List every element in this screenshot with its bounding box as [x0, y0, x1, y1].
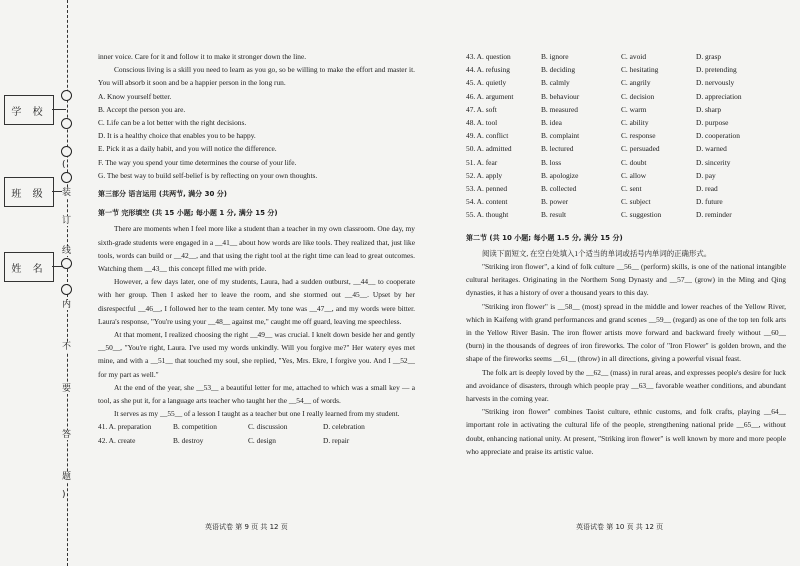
answer-choice: C. sent: [621, 184, 642, 194]
answer-choice: 41. A. preparation: [98, 422, 152, 432]
binding-char: (: [62, 160, 66, 170]
binding-char: ): [62, 490, 66, 500]
school-label: 学 校: [11, 106, 47, 118]
cloze-answer-table: [466, 50, 786, 222]
option-c: C. Life can be a lot better with the right decisions.: [98, 118, 247, 128]
option-b: B. Accept the person you are.: [98, 104, 186, 114]
school-field[interactable]: [4, 95, 54, 125]
answer-row: [466, 63, 786, 76]
answer-choice: D. read: [696, 184, 718, 194]
answer-choice: D. appreciation: [696, 91, 742, 101]
answer-choice: 42. A. create: [98, 435, 136, 445]
binding-ring: [61, 118, 72, 129]
binding-char: 装: [62, 188, 72, 198]
answer-choice: B. competition: [173, 422, 217, 432]
answer-choice: D. pay: [696, 170, 716, 180]
answer-choice: 54. A. content: [466, 197, 508, 207]
binding-char: 要: [62, 384, 72, 394]
cloze-paragraph: However, a few days later, one of my students, Laura, had a sudden outburst, __44__ to cooperate with her group. Then I asked her to leave the room, and she stormed out __45__. Upset by her disrespectful __46__, I followed her to the team center. My tone was __47__, and my words were bitter. Laura's response, "You're using your __48__ against me," caught me off guard, leaving me speechless.: [98, 277, 415, 326]
answer-choice: C. decision: [621, 91, 655, 101]
answer-choice: 45. A. quietly: [466, 78, 507, 88]
option-e: E. Pick it as a daily habit, and you will notice the difference.: [98, 144, 277, 154]
answer-choice: C. angrily: [621, 78, 651, 88]
grammar-fill-paragraph: "Striking iron flower", a kind of folk culture __56__ (perform) skills, is one of the national intangible cultural heritages. Originating in the Northern Song Dynasty and __57__ (grow) in the Ming and Qing dynasties, it has a history of over a thousand years to this day.: [466, 262, 786, 298]
answer-choice: C. doubt: [621, 157, 647, 167]
cloze-paragraph: At the end of the year, she __53__ a beautiful letter for me, attached to which was a small key — a tool, as she put it, for a language arts teacher who taught her the __54__ of words.: [98, 382, 415, 406]
cloze-paragraph: There are moments when I feel more like a student than a teacher in my own classroom. One day, my sixth-grade students were engaged in a __41__ about how words are like tools. They realized that, just like tools, words can build or __42__, and that using the right tool at the right time can lead to great outcomes. Watching them __43__ this concept filled me with pride.: [98, 224, 415, 274]
grammar-fill-paragraph: "Striking iron flower" combines Taoist culture, ethnic customs, and folk crafts, playing __64__ important role in activating the cultural life of the people, strengthening national pride __65__, without doubt, enhancing national unity. At present, "Striking iron flower" is well known by more and more people who appreciate and praise its artistic value.: [466, 407, 786, 456]
answer-choice: C. persuaded: [621, 144, 660, 154]
answer-row: [466, 195, 786, 208]
school-leader-line: [52, 109, 66, 110]
name-label: 姓 名: [11, 263, 47, 275]
name-field[interactable]: [4, 252, 54, 282]
part-three-title: 第三部分 语言运用 (共两节, 满分 30 分): [98, 190, 227, 199]
binding-ring: [61, 90, 72, 101]
answer-row: [466, 76, 786, 89]
answer-choice: D. sincerity: [696, 157, 731, 167]
answer-choice: D. purpose: [696, 118, 729, 128]
answer-choice: B. destroy: [173, 435, 204, 445]
answer-choice: C. avoid: [621, 52, 647, 61]
answer-choice: B. result: [541, 210, 567, 220]
answer-choice: C. ability: [621, 118, 649, 128]
answer-choice: B. idea: [541, 118, 562, 128]
answer-choice: D. celebration: [323, 422, 365, 432]
answer-choice: D. cooperation: [696, 131, 740, 141]
binding-ring: [61, 258, 72, 269]
answer-choice: B. loss: [541, 157, 562, 167]
answer-choice: 49. A. conflict: [466, 131, 509, 141]
answer-choice: B. deciding: [541, 65, 576, 75]
answer-row: [466, 169, 786, 182]
answer-choice: C. response: [621, 131, 656, 141]
answer-choice: B. complaint: [541, 131, 580, 141]
binding-margin: [0, 0, 92, 566]
answer-choice: D. nervously: [696, 78, 735, 88]
grammar-fill-paragraph: The folk art is deeply loved by the __62__ (mass) in rural areas, and expresses people's desire for luck and avoidance of disasters, through which people pray __63__ favorable weather conditions, and abundant harvests in the coming year.: [466, 367, 786, 404]
answer-choice: B. measured: [541, 104, 578, 114]
binding-char: 订: [62, 216, 72, 226]
answer-choice: C. warm: [621, 104, 647, 114]
binding-char: 答: [62, 430, 72, 440]
answer-row: [466, 90, 786, 103]
binding-char: 不: [62, 342, 72, 352]
page-9-footer: 英语试卷 第 9 页 共 12 页: [205, 523, 288, 531]
answer-row: [98, 434, 415, 447]
grammar-fill-section-title: 第二节 (共 10 小题; 每小题 1.5 分, 满分 15 分): [466, 233, 623, 242]
answer-choice: D. warned: [696, 144, 727, 154]
page-10-column: [466, 50, 786, 458]
grammar-fill-paragraph: "Striking iron flower" is __58__ (most) spread in the middle and lower reaches of the Yellow River, which in Kaifeng with grand performances and grand scenes __59__ (regard) as one of the top ten folk arts in the Yellow River Basin. The iron flower artists move forward and backward freely without __60__ (burn) in the thousands of degrees of iron fireworks. The color of "Iron Flower" is golden brown, and the shape of the fireworks seems __61__ (throw) in all directions, giving a powerful visual feast.: [466, 301, 786, 364]
class-label: 班 级: [11, 188, 47, 200]
answer-choice: D. grasp: [696, 52, 722, 61]
answer-choice: B. collected: [541, 184, 577, 194]
answer-choice: D. repair: [323, 435, 350, 445]
option-d: D. It is a healthy choice that enables you to be happy.: [98, 131, 256, 141]
answer-row: [466, 116, 786, 129]
answer-row: [466, 50, 786, 63]
answer-choice: 50. A. admitted: [466, 144, 512, 154]
answer-choice: B. behaviour: [541, 91, 580, 101]
binding-ring: [61, 172, 72, 183]
answer-row: [466, 156, 786, 169]
answer-choice: 44. A. refusing: [466, 65, 510, 75]
page-9-column: [98, 50, 415, 447]
answer-choice: 51. A. fear: [466, 157, 498, 167]
answer-choice: C. allow: [621, 170, 647, 180]
answer-choice: 46. A. argument: [466, 91, 514, 101]
binding-char: 题: [62, 472, 72, 482]
answer-choice: C. hesitating: [621, 65, 659, 75]
cloze-paragraph: It serves as my __55__ of a lesson I taught as a teacher but one I really learned from my student.: [114, 409, 400, 419]
answer-choice: C. design: [248, 435, 276, 445]
cloze-section-title: 第一节 完形填空 (共 15 小题; 每小题 1 分, 满分 15 分): [98, 209, 278, 218]
binding-ring: [61, 284, 72, 295]
answer-choice: C. suggestion: [621, 210, 662, 220]
answer-choice: D. future: [696, 197, 723, 207]
answer-choice: B. ignore: [541, 52, 569, 61]
option-a: A. Know yourself better.: [98, 91, 172, 101]
answer-choice: B. apologize: [541, 170, 579, 180]
binding-ring: [61, 146, 72, 157]
intro-line: inner voice. Care for it and follow it to make it stronger down the line.: [98, 52, 307, 61]
answer-choice: B. power: [541, 197, 569, 207]
answer-choice: 47. A. soft: [466, 104, 497, 114]
answer-choice: D. reminder: [696, 210, 732, 220]
answer-choice: 55. A. thought: [466, 210, 509, 220]
answer-choice: D. sharp: [696, 104, 722, 114]
answer-row: [98, 420, 415, 433]
class-field[interactable]: [4, 177, 54, 207]
answer-choice: B. calmly: [541, 78, 570, 88]
cloze-paragraph: At that moment, I realized choosing the right __49__ was crucial. I knelt down beside her and gently __50__, "You're right, Laura. I've used my words unkindly. Will you forgive me?" Her watery eyes met mine, and with a __51__ that touched my soul, she replied, "Yes, Mrs. Ekre, I forgive you. And I __52__ for my part as well.": [98, 330, 415, 379]
answer-choice: 48. A. tool: [466, 118, 498, 128]
answer-choice: C. discussion: [248, 422, 288, 432]
option-f: F. The way you spend your time determines the course of your life.: [98, 157, 297, 167]
intro-paragraph: Conscious living is a skill you need to learn as you go, so be willing to make the effort and master it. You will absorb it soon and be a happier person in the long run.: [98, 65, 415, 88]
seven-choice-options: [98, 90, 415, 182]
answer-row: [466, 129, 786, 142]
answer-row: [466, 142, 786, 155]
answer-choice: D. pretending: [696, 65, 737, 75]
answer-choice: B. lectured: [541, 144, 574, 154]
answer-choice: 43. A. question: [466, 52, 511, 61]
answer-choice: 52. A. apply: [466, 170, 503, 180]
option-g: G. The best way to build self-belief is by reflecting on your own thoughts.: [98, 170, 318, 180]
answer-row: [466, 103, 786, 116]
binding-char: 线: [62, 246, 72, 256]
grammar-fill-instructions: 阅读下面短文, 在空白处填入1个适当的单词或括号内单词的正确形式。: [482, 248, 712, 258]
answer-choice: 53. A. penned: [466, 184, 508, 194]
binding-char: 内: [62, 300, 72, 310]
answer-choice: C. subject: [621, 197, 651, 207]
answer-row: [466, 208, 786, 221]
answer-row: [466, 182, 786, 195]
page-10-footer: 英语试卷 第 10 页 共 12 页: [576, 523, 664, 531]
